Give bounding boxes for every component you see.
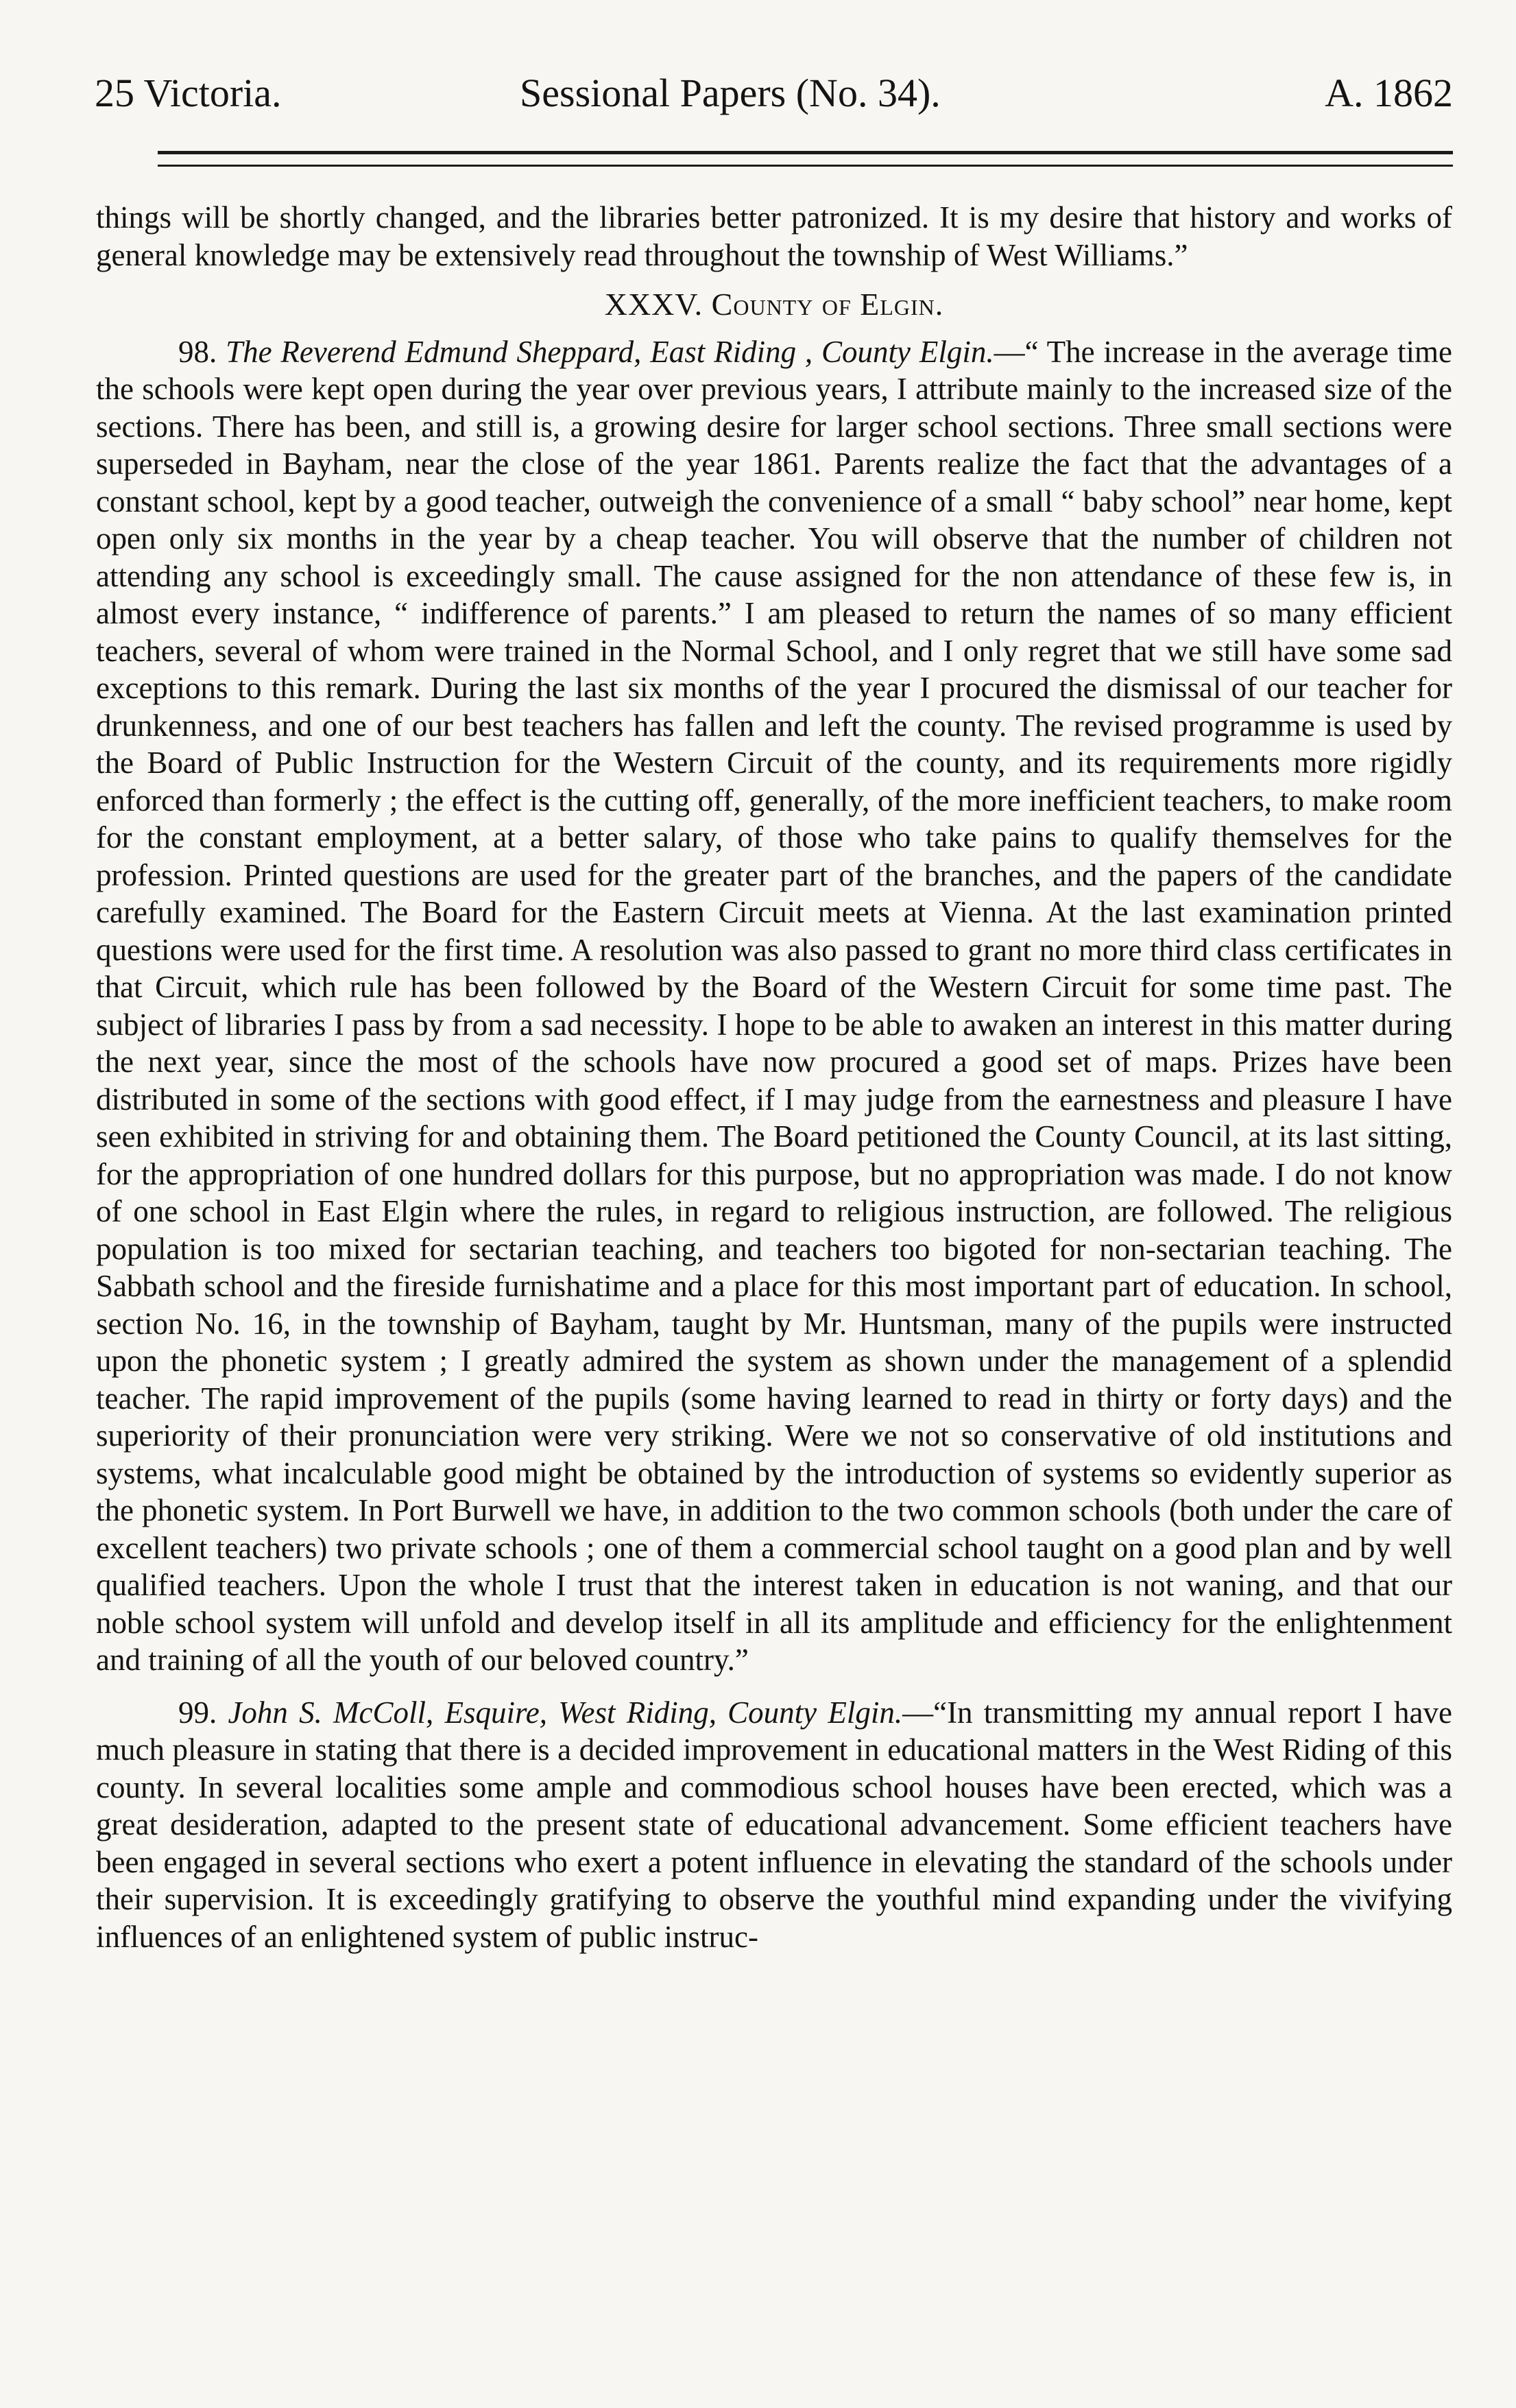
continuation-paragraph: things will be shortly changed, and the libraries better patronized. It is my desire that history and works of general knowledge may be extensively read throughout the township of West Williams.” (96, 200, 1452, 272)
running-header (95, 66, 1453, 121)
header-rule-thick (158, 151, 1453, 154)
section-numeral: XXXV. (604, 287, 703, 322)
entry-author: The Reverend Edmund Sheppard, East Riding , County Elgin. (226, 334, 994, 369)
entry-author: John S. McColl, Esquire, West Riding, County Elgin. (228, 1695, 903, 1730)
header-regnal-year: 25 Victoria. (95, 71, 282, 115)
entry-number: 98. (178, 334, 217, 369)
report-entry-99 (96, 1694, 1452, 1956)
section-heading (96, 286, 1452, 324)
header-year: A. 1862 (1325, 71, 1453, 115)
entry-number: 99. (178, 1695, 217, 1730)
header-publication-title: Sessional Papers (No. 34). (520, 71, 941, 115)
body-text (96, 199, 1452, 1955)
entry-text: —“In transmitting my annual report I have much pleasure in stating that there is a decided improvement in educational matters in the West Riding of this county. In several localities some ample and commodious school houses have been erected, which was a great desideration, adapted to the present state of educational advancement. Some efficient teachers have been engaged in several sections who exert a potent influence in elevating the standard of the schools under their supervision. It is exceedingly gratifying to observe the youthful mind expanding under the vivifying influences of an enlightened system of public instruc- (96, 1695, 1452, 1954)
section-title: County of Elgin. (711, 287, 944, 322)
report-entry-98 (96, 333, 1452, 1679)
header-rule-thin (158, 165, 1453, 167)
entry-text: —“ The increase in the average time the schools were kept open during the year over previous years, I attribute mainly to the increased size of the sections. There has been, and still is, a growing desire for larger school sections. Three small sections were superseded in Bayham, near the close of the year 1861. Parents realize the fact that the advantages of a constant school, kept by a good teacher, outweigh the convenience of a small “ baby school” near home, kept open only six months in the year by a cheap teacher. You will observe that the number of children not attending any school is exceedingly small. The cause assigned for the non attendance of these few is, in almost every instance, “ indifference of parents.” I am pleased to return the names of so many efficient teachers, several of whom were trained in the Normal School, and I only regret that we still have some sad exceptions to this remark. During the last six months of the year I procured the dismissal of our teacher for drunkenness, and one of our best teachers has fallen and left the county. The revised programme is used by the Board of Public Instruction for the Western Circuit of the county, and its requirements more rigidly enforced than formerly ; the effect is the cutting off, generally, of the more inefficient teachers, to make room for the constant employment, at a better salary, of those who take pains to qualify themselves for the profession. Printed questions are used for the greater part of the branches, and the papers of the candidate carefully examined. The Board for the Eastern Circuit meets at Vienna. At the last examination printed questions were used for the first time. A resolution was also passed to grant no more third class certificates in that Circuit, which rule has been followed by the Board of the Western Circuit for some time past. The subject of libraries I pass by from a sad necessity. I hope to be able to awaken an interest in this matter during the next year, since the most of the schools have now procured a good set of maps. Prizes have been distributed in some of the sections with good effect, if I may judge from the earnestness and pleasure I have seen exhibited in striving for and obtaining them. The Board petitioned the County Council, at its last sitting, for the appropriation of one hundred dollars for this purpose, but no appropriation was made. I do not know of one school in East Elgin where the rules, in regard to religious instruction, are followed. The religious population is too mixed for sectarian teaching, and teachers too bigoted for non-sectarian teaching. The Sabbath school and the fireside furnishatime and a place for this most important part of education. In school, section No. 16, in the township of Bayham, taught by Mr. Huntsman, many of the pupils were instructed upon the phonetic system ; I greatly admired the system as shown under the management of a splendid teacher. The rapid improvement of the pupils (some having learned to read in thirty or forty days) and the superiority of their pronunciation were very striking. Were we not so conservative of old institutions and systems, what incalculable good might be obtained by the introduction of systems so evidently superior as the phonetic system. In Port Burwell we have, in addition to the two common schools (both under the care of excellent teachers) two private schools ; one of them a commercial school taught on a good plan and by well qualified teachers. Upon the whole I trust that the interest taken in education is not waning, and that our noble school system will unfold and develop itself in all its amplitude and efficiency for the enlightenment and training of all the youth of our beloved country.” (96, 334, 1452, 1677)
